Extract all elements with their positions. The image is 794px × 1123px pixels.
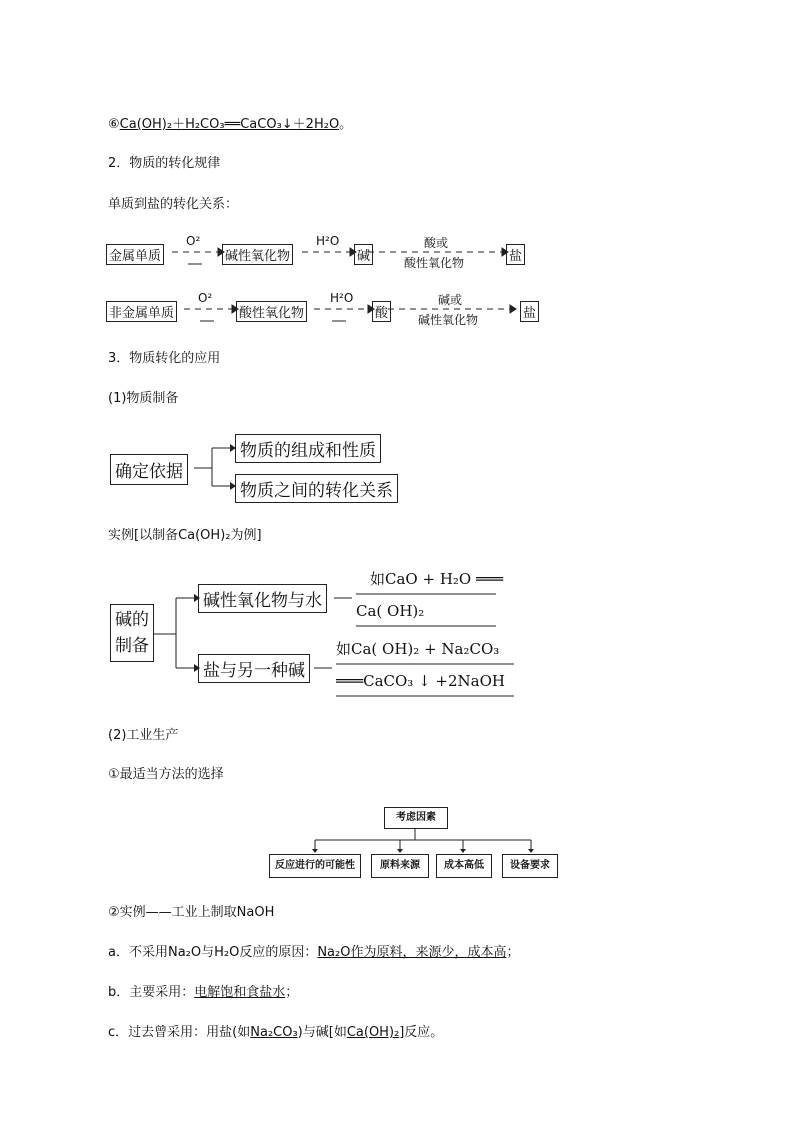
line-a-answer: Na₂O作为原料，来源少，成本高 [317, 945, 507, 960]
line-b-answer: 电解饱和食盐水 [194, 985, 286, 1000]
method-selection-heading: ①最适当方法的选择 [108, 767, 224, 782]
line-b-prefix: b．主要采用： [108, 985, 195, 1000]
factor-feasibility: 反应进行的可能性 [269, 854, 361, 878]
salt: 盐 [506, 244, 525, 265]
basis-diagram [110, 430, 430, 502]
label-o2: O² [198, 291, 213, 305]
part-1-heading: (1)物质制备 [108, 391, 179, 406]
line-c-end: ]反应。 [399, 1025, 444, 1040]
section-3-heading: 3．物质转化的应用 [108, 351, 221, 366]
basic-oxide-water: 碱性氧化物与水 [198, 584, 327, 613]
chain-metal [106, 232, 606, 272]
root-line-1: 碱的 [115, 610, 149, 630]
subheading-rule: 单质到盐的转化关系： [108, 197, 239, 212]
example-heading: 实例[以制备Ca(OH)₂为例] [108, 528, 262, 543]
salt-base: 盐与另一种碱 [198, 654, 310, 683]
label-acidic-oxide: 酸性氧化物 [404, 256, 465, 270]
line-c [108, 1025, 443, 1041]
part-2-heading: (2)工业生产 [108, 728, 179, 743]
line-c-prefix: c．过去曾采用：用盐(如 [108, 1025, 251, 1040]
metal-element: 金属单质 [106, 244, 164, 265]
line-b-end: ； [285, 985, 299, 1000]
line-c-mid: )与碱[如 [297, 1025, 347, 1040]
label-acid-or: 酸或 [424, 236, 449, 250]
basis-transformation: 物质之间的转化关系 [235, 474, 398, 503]
naoh-example-heading: ②实例——工业上制取NaOH [108, 905, 275, 920]
line-c-base: Ca(OH)₂ [346, 1025, 400, 1040]
line-b [108, 985, 298, 1001]
factor-equipment: 设备要求 [502, 854, 558, 878]
basis-composition: 物质的组成和性质 [235, 434, 381, 463]
period: 。 [339, 117, 353, 132]
section-2-heading: 2．物质的转化规律 [108, 156, 221, 171]
nonmetal-element: 非金属单质 [106, 301, 177, 322]
basic-oxide: 碱性氧化物 [222, 244, 293, 265]
chain-nonmetal [106, 289, 606, 329]
factor-cost: 成本高低 [436, 854, 492, 878]
marker: ⑥ [108, 117, 120, 132]
factors-diagram [268, 805, 558, 879]
label-basic-oxide: 碱性氧化物 [418, 313, 479, 327]
line-a-prefix: a．不采用Na₂O与H₂O反应的原因： [108, 945, 318, 960]
eq2-bottom: ═══CaCO₃ ↓ +2NaOH [336, 672, 505, 690]
basis-root: 确定依据 [110, 454, 188, 485]
base-prep-root [110, 604, 154, 662]
label-base-or: 碱或 [438, 293, 463, 307]
root-line-2: 制备 [115, 636, 149, 656]
label-h2o: H²O [316, 234, 340, 248]
salt: 盐 [520, 301, 539, 322]
eq2-top: 如Ca( OH)₂ + Na₂CO₃ [336, 640, 500, 658]
acidic-oxide: 酸性氧化物 [236, 301, 307, 322]
equation-text: Ca(OH)₂＋H₂CO₃══CaCO₃↓＋2H₂O [119, 117, 340, 132]
acid: 酸 [372, 301, 391, 322]
line-a [108, 945, 519, 961]
eq1-top: 如CaO + H₂O ═══ [370, 570, 504, 588]
line-c-salt: Na₂CO₃ [250, 1025, 298, 1040]
line-a-end: ； [506, 945, 520, 960]
equation-6 [108, 117, 352, 133]
label-o2: O² [186, 234, 201, 248]
eq1-bottom: Ca( OH)₂ [356, 602, 425, 620]
label-h2o: H²O [330, 291, 354, 305]
factors-root: 考虑因素 [384, 807, 448, 829]
factor-raw-material: 原料来源 [371, 854, 429, 878]
base-prep-diagram [110, 560, 530, 700]
base: 碱 [354, 244, 373, 265]
